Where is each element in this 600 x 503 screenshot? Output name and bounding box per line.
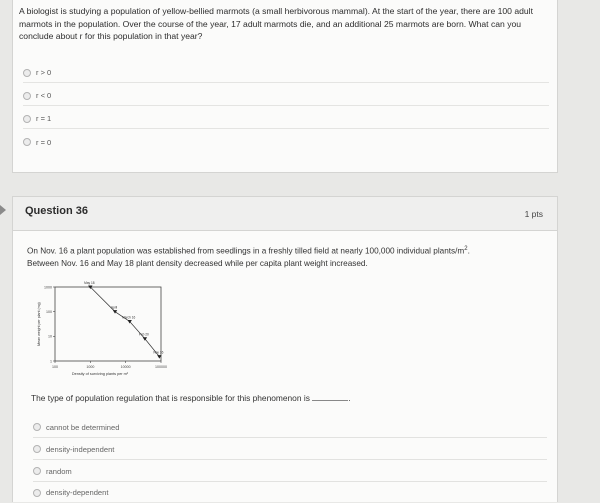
question-title: Question 36 [25, 205, 88, 217]
data-point-label: April [110, 305, 118, 310]
answer-option-density-dependent[interactable] [33, 482, 547, 503]
answer-option-density-independent[interactable] [33, 439, 547, 460]
y-tick-label: 1000 [44, 285, 52, 290]
data-line [90, 287, 159, 357]
data-point-label: May 18 [84, 281, 95, 285]
question-text: A biologist is studying a population of yellow-bellied marmots (a small herbivorous mammal). At the start of the year, there are 100 adult marmots in the population. Over the course of the year, 17 adult marmots die, and an additional 25 marmots are born. What can you conclude about r for this population in that year? [19, 6, 533, 41]
x-axis-label: Density of surviving plants per m² [71, 372, 129, 376]
radio-button[interactable] [23, 69, 31, 77]
radio-button[interactable] [33, 467, 41, 475]
radio-button[interactable] [33, 423, 41, 431]
y-tick-label: 10 [48, 334, 52, 339]
radio-button[interactable] [33, 445, 41, 453]
answer-option-r-positive[interactable] [23, 63, 549, 83]
radio-button[interactable] [23, 115, 31, 123]
answer-option-r-negative[interactable] [23, 86, 549, 106]
answer-option-cannot-be-determined[interactable] [33, 417, 547, 438]
y-tick-label: 100 [46, 309, 52, 314]
x-tick-label: 10000 [120, 365, 131, 369]
question-header [13, 197, 557, 231]
x-tick-label: 100000 [155, 365, 167, 369]
radio-button[interactable] [23, 92, 31, 100]
answer-blank [312, 400, 348, 401]
y-tick-label: 1 [50, 359, 52, 364]
question-text-line1: On Nov. 16 a plant population was established from seedlings in a freshly tilled field at nearly 100,000 individual plants/m [27, 246, 465, 256]
answer-option-r-zero[interactable] [23, 132, 549, 152]
current-question-arrow-icon [0, 205, 6, 215]
question-text-period: . [467, 246, 470, 256]
question-card-36 [12, 196, 558, 502]
question-text-line2: Between Nov. 16 and May 18 plant density decreased while per capita plant weight increased. [27, 258, 368, 268]
question-points: 1 pts [524, 209, 543, 219]
question-card-previous [12, 0, 558, 173]
data-point-label: March 16 [122, 315, 136, 320]
density-weight-chart [13, 281, 203, 387]
prompt-text: The type of population regulation that is responsible for this phenomenon is [31, 393, 310, 403]
question-prompt: The type of population regulation that is responsible for this phenomenon is . [31, 393, 351, 403]
option-label: r = 1 [36, 114, 52, 123]
option-label: cannot be determined [46, 422, 120, 432]
x-tick-label: 100 [52, 365, 58, 369]
option-label: density-independent [46, 444, 115, 454]
data-point-label: Feb 20 [138, 332, 149, 337]
option-label: r < 0 [36, 91, 52, 100]
radio-button[interactable] [33, 489, 41, 497]
option-label: r > 0 [36, 68, 52, 77]
data-point-label: Nov 16 [153, 350, 164, 355]
radio-button[interactable] [23, 138, 31, 146]
answer-option-random[interactable] [33, 461, 547, 482]
x-tick-label: 1000 [86, 365, 95, 369]
option-label: density-dependent [46, 488, 109, 497]
question-text [27, 243, 547, 270]
chart-frame [55, 287, 164, 361]
y-axis-label: Mean weight per plant (mg) [37, 302, 41, 346]
superscript: 2 [464, 246, 468, 252]
option-label: random [46, 466, 72, 476]
option-label: r = 0 [36, 137, 52, 147]
answer-option-r-one[interactable] [23, 109, 549, 129]
data-point-marker [113, 310, 117, 314]
